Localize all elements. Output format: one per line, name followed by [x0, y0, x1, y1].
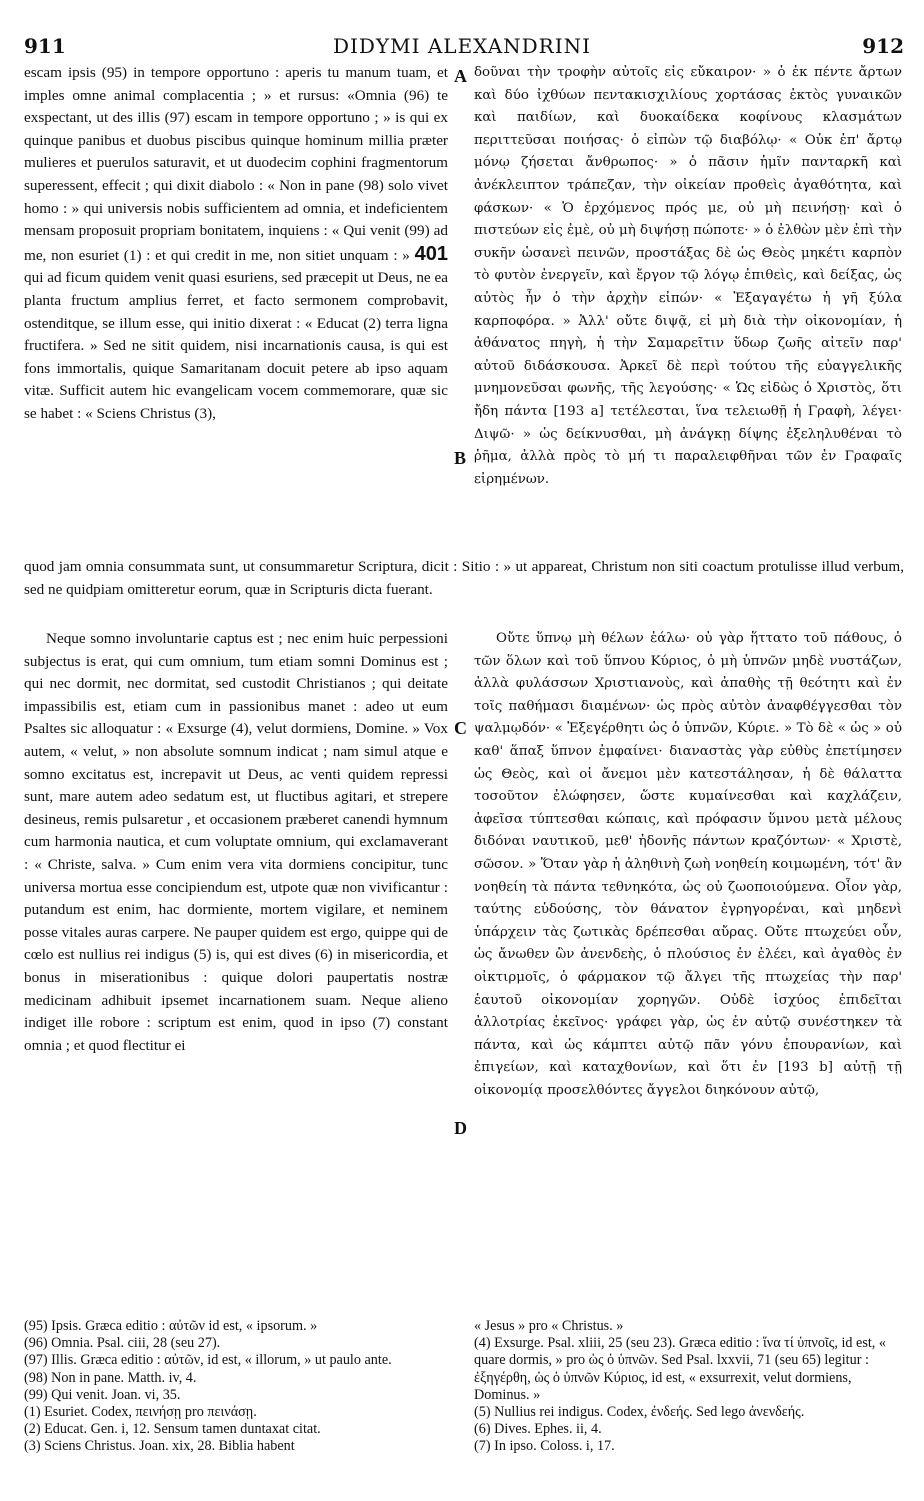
footnote: (99) Qui venit. Joan. vi, 35.: [24, 1386, 181, 1403]
footnote: (97) Illis. Græca editio : αὐτῶν, id est, « illorum, » ut paulo ante.: [24, 1352, 392, 1369]
full-width-latin: quod jam omnia consummata sunt, ut consummaretur Scriptura, dicit : Sitio : » ut appareat, Christum non siti coactum protulisse illud verbum, sed ne quidpiam omitteretur eorum, quæ in Scripturis dicta fuerant.: [24, 558, 904, 598]
footnotes-left: [24, 1318, 448, 1456]
footnote: (4) Exsurge. Psal. xliii, 25 (seu 23). Græca editio : ἵνα τί ὑπνοῖς, id est, « quare dormis, » pro ὡς ὁ ὑπνῶν. Sed Psal. lxxvii, 71 (seu 65) legitur : ἐξηγέρθη, ὡς ὁ ὑπνῶν Κύριος, id est, « exsurrexit, velut dormiens, Dominus. »: [474, 1335, 886, 1403]
footnote: (5) Nullius rei indigus. Codex, ἐνδεής. Sed lego ἀνενδεής.: [474, 1404, 805, 1421]
footnote: « Jesus » pro « Christus. »: [474, 1318, 624, 1334]
margin-marker-b: B: [454, 448, 467, 468]
footnote: (7) In ipso. Coloss. i, 17.: [474, 1438, 615, 1455]
greek-text-section-1: δοῦναι τὴν τροφὴν αὐτοῖς εἰς εὔκαιρον· » ὁ ἐκ πέντε ἄρτων καὶ δύο ἰχθύων πεντακισχιλίους χορτάσας ἐκτὸς γυναικῶν καὶ παιδίων, καὶ δυοκαίδεκα κοφίνους κλασμάτων περιττεῦσαι ποιήσας· ὁ εἰπὼν τῷ διαβόλῳ· « Οὐκ ἐπ' ἄρτῳ μόνῳ ζήσεται ἄνθρωπος· » ὁ πᾶσιν ἡμῖν πανταρκῆ καὶ ἀνέκλειπτον τράπεζαν, τὴν οἰκείαν προθεὶς ἀγαθότητα, καὶ φάσκων· « Ὁ ἐρχόμενος πρός με, οὐ μὴ πεινήσῃ· καὶ ὁ πιστεύων εἰς ἐμὲ, οὐ μὴ διψήσῃ πώποτε· » ὁ ἐλθὼν μὲν ἐπὶ τὴν συκῆν ὡσανεὶ πεινῶν, προστάξας δὲ ὡς Θεὸς μηκέτι καρπὸν τὸ φυτὸν ἐνεργεῖν, καὶ ἔργον τῷ λόγῳ ἐπιθεὶς, καὶ δείξας, ὡς αὐτὸς ἦν ὁ τὴν ἀρχὴν εἰπών· « Ἐξαγαγέτω ἡ γῆ ξύλα καρποφόρα. » Ἀλλ' οὔτε διψᾷ, εἰ μὴ διὰ τὴν οἰκονομίαν, ἡ ἀθάνατος πηγὴ, ἡ τὴν Σαμαρεῖτιν ὕδωρ ζωῆς αἰτεῖν παρ' αὐτοῦ διδάσκουσα. Ἀρκεῖ δὲ περὶ τούτου τῆς εὐαγγελικῆς μνημονεῦσαι φωνῆς, τῆς λεγούσης· « Ὡς εἰδὼς ὁ Χριστὸς, ὅτι ἤδη πάντα [193 a] τετέλεσται, ἵνα τελειωθῇ ἡ Γραφὴ, λέγει· Διψῶ· » ὡς δείκνυσθαι, μὴ ἀνάγκῃ δίψης ἐξεληλυθέναι τὸ ῥῆμα, ἀλλὰ πρὸς τὸ μή τι παραλειφθῆναι τῶν ἐν Γραφαῖς εἰρημένων.: [474, 65, 902, 487]
latin-column-section-1: [24, 62, 448, 426]
footnote: (98) Non in pane. Matth. iv, 4.: [24, 1369, 197, 1386]
greek-column-section-2: [474, 628, 902, 1102]
greek-column-section-1: [474, 62, 902, 491]
footnote: (2) Educat. Gen. i, 12. Sensum tamen duntaxat citat.: [24, 1421, 321, 1438]
footnotes-right: [474, 1318, 902, 1456]
latin-text-part-2: qui ad ficum quidem venit quasi esuriens, sed præcepit ut Deus, ne ea planta fructum amplius ferret, et facto sermonem comprobavit, ostenditque, se illum esse, qui initio dixerat : « Educat (2) terra ligna fructifera. » Sed ne sitit quidem, nisi incarnationis causa, is qui est fons immortalis, quique Samaritanam docuit petere ab ipso aquam vitæ. Sufficit autem hic evangelicam vocem commemorare, quæ sic se habet : « Sciens Christus (3),: [24, 269, 448, 422]
running-head: DIDYMI ALEXANDRINI: [332, 34, 592, 58]
footnote: (96) Omnia. Psal. ciii, 28 (seu 27).: [24, 1335, 221, 1352]
page-number-right: 912: [862, 34, 904, 58]
footnote: (6) Dives. Ephes. ii, 4.: [474, 1421, 602, 1438]
margin-marker-a: A: [454, 66, 467, 86]
latin-text-part-1: escam ipsis (95) in tempore opportuno : aperis tu manum tuam, et imples omne animal complacentia ; » et rursus: «Omnia (96) te exspectant, ut des illis (97) escam in tempore opportuno ; » is qui ex quinque panibus et duobus piscibus quinque hominum millia præter mulieres et puerulos saturavit, et ut duodecim cophini fragmentorum superessent, effecit ; qui dixit diabolo : « Non in pane (98) solo vivet homo : » qui universis nobis sufficientem ad omnia, et indeficientem mensam proposuit propriam bonitatem, inquiens : « Qui venit (99) ad me, non esuriet (1) : et qui credit in me, non sitiet unquam : »: [24, 64, 448, 264]
latin-text-section-2: Neque somno involuntarie captus est ; nec enim huic perpessioni subjectus is erat, qui cum omnium, tum etiam somni Dominus est ; qui nec dormit, nec dormitat, sed custodit Christianos ; qui deitate impassibilis est, etiam cum in passionibus manet : adeo ut eum Psaltes sic alloquatur : « Exsurge (4), velut dormiens, Domine. » Vox autem, « velut, » non absolute somnum indicat ; nam simul atque e somno excitatus est, increpavit ut Deus, ac venti quidem repressi sunt, mare autem adeo sedatum est, ut fluctibus agitari, et strepere desineus, remis pulsaretur , et occasionem præberet canendi hymnum cum harmonia nautica, et cum voluptate omnium, qui exclamaverant : « Christe, salva. » Cum enim vera vita dormiens concipitur, tunc universa mortua esse concipiendum est, utpote quæ non vivificantur : putandum est enim, hac dormiente, mortem vigilare, et neminem posse vitales auras carpere. Ne pauper quidem est ergo, quippe qui de cœlo est nullius rei indigus (5) is, qui est dives (6) in misericordia, et bonus in miserationibus : quique dolori paupertatis nostræ medicinam adhibuit ipsemet incarnationem suam. Neque alieno indiget ille robore : scriptum est enim, quod in ipso (7) constant omnia ; et quod flectitur ei: [24, 630, 448, 1054]
latin-column-section-2: [24, 628, 448, 1057]
footnote: (95) Ipsis. Græca editio : αὐτῶν id est, « ipsorum. »: [24, 1318, 318, 1334]
margin-marker-d: D: [454, 1118, 467, 1138]
margin-marker-c: C: [454, 718, 467, 738]
greek-text-section-2: Οὔτε ὕπνῳ μὴ θέλων ἑάλω· οὐ γὰρ ἥττατο τοῦ πάθους, ὁ τῶν ὅλων καὶ τοῦ ὕπνου Κύριος, ὁ μὴ ὑπνῶν μηδὲ νυστάζων, ἀλλὰ φυλάσσων Χριστιανοὺς, καὶ ἀπαθὴς τῇ θεότητι καὶ ἐν τοῖς παθήμασι διαμένων· ὡς πρὸς αὐτὸν ἀναφθέγγεσθαι τὸν ψαλμῳδόν· « Ἐξεγέρθητι ὡς ὁ ὑπνῶν, Κύριε. » Τὸ δὲ « ὡς » οὐ καθ' ἅπαξ ὕπνον ἐμφαίνει· διαναστὰς γὰρ εὐθὺς ἐπετίμησεν ὡς Θεὸς, καὶ οἱ ἄνεμοι μὲν κατεστάλησαν, ἡ δὲ θάλαττα τοσοῦτον ἐλώφησεν, ὥστε κυμαίνεσθαι καὶ καχλάζειν, ἀφεῖσα τύπτεσθαι κώπαις, καὶ πρόφασιν ὕμνου μετὰ μέλους διδόναι ναυτικοῦ, μεθ' ἡδονῆς πάντων κραζόντων· « Χριστὲ, σῶσον. » Ὅταν γὰρ ἡ ἀληθινὴ ζωὴ νοηθείη κοιμωμένη, τότ' ἂν νοηθείη τὰ πάντα τεθνηκότα, ὡς οὐ ζωοποιούμενα. Οἷον γὰρ, ταύτης εὑδούσης, τὸν θάνατον ἐγρηγορέναι, καὶ μηδενὶ ὑπάρχειν τὰς ζωτικὰς δρέπεσθαι αὔρας. Οὔτε πτωχεύει οὖν, ὡς ἄνωθεν ὢν ἀνενδεὴς, ὁ πλούσιος ἐν ἐλέει, καὶ ἀγαθὸς ἐν οἰκτιρμοῖς, ὁ φάρμακον τῷ ἄλγει τῆς πτωχείας τὴν παρ' ἑαυτοῦ οἰκονομίαν χορηγῶν. Οὐδὲ ἰσχύος ἐπιδεῖται ἀλλοτρίας ἐκεῖνος· γράφει γὰρ, ὡς ἐν αὐτῷ συνέστηκεν τὰ πάντα, καὶ ὡς κάμπτει αὐτῷ πᾶν γόνυ ἐπουρανίων, καὶ ἐπιγείων, καὶ καταχθονίων, καὶ ὅτι ἐν [193 b] αὐτῇ τῇ οἰκονομίᾳ προσελθόντες ἄγγελοι διηκόνουν αὐτῷ,: [474, 631, 902, 1098]
footnote: (1) Esuriet. Codex, πεινήσῃ pro πεινάσῃ.: [24, 1404, 257, 1421]
column-number: 401: [414, 242, 449, 265]
page-header: [0, 34, 924, 60]
page-number-left: 911: [24, 34, 66, 58]
footnote: (3) Sciens Christus. Joan. xix, 28. Biblia habent: [24, 1438, 295, 1455]
